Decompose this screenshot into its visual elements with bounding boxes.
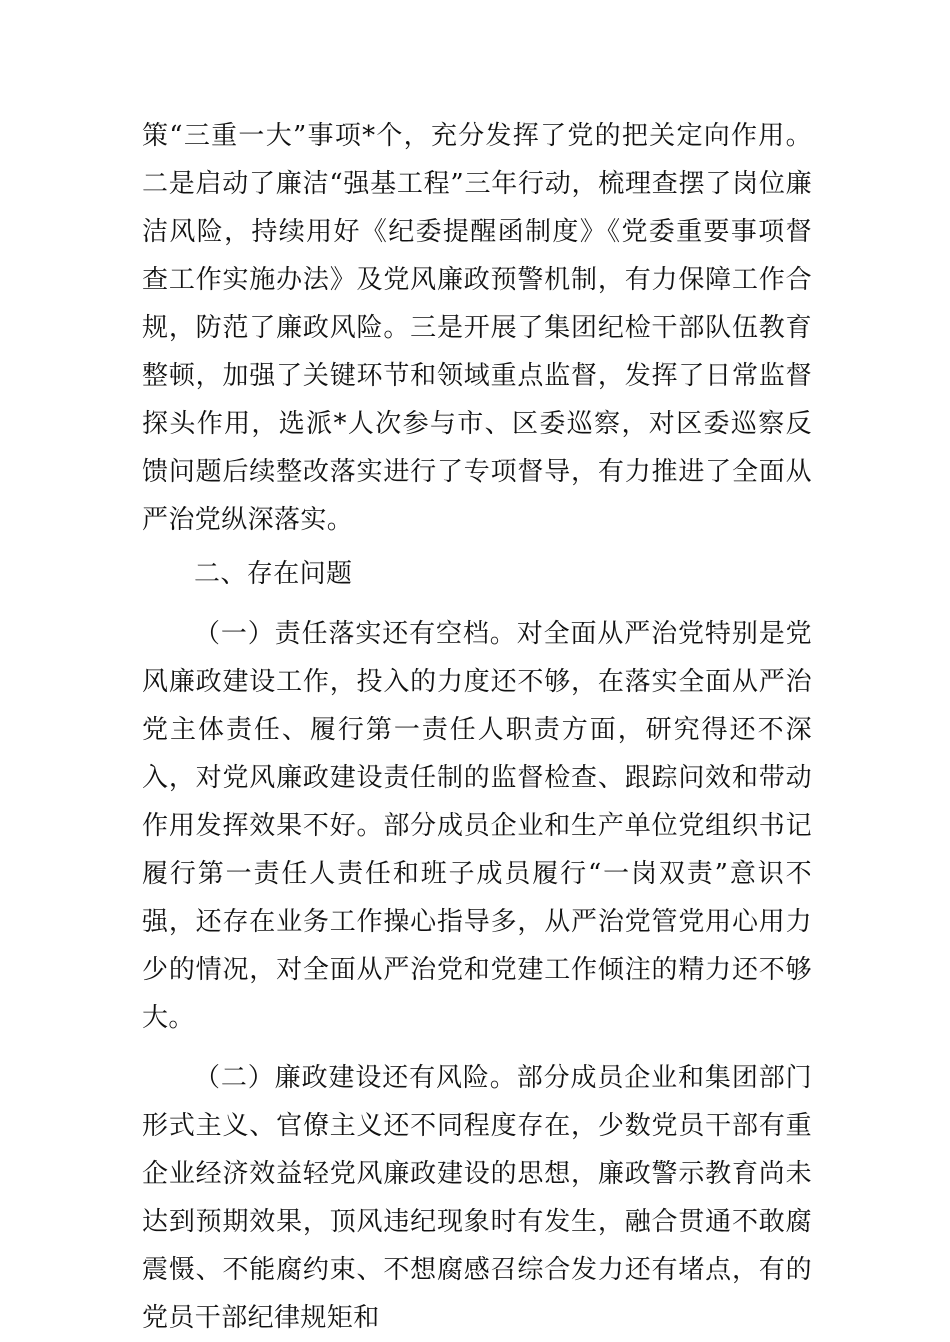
paragraph-issue-1: （一）责任落实还有空档。对全面从严治党特别是党风廉政建设工作，投入的力度还不够，在落实全面从严治党主体责任、履行第一责任人职责方面，研究得还不深入，对党风廉政建设责任制的监督检查、跟踪问效和带动作用发挥效果不好。部分成员企业和生产单位党组织书记履行第一责任人责任和班子成员履行“一岗双责”意识不强，还存在业务工作操心指导多，从严治党管党用心用力少的情况，对全面从严治党和党建工作倾注的精力还不够大。 — [142, 619, 812, 1033]
paragraph-continuation: 策“三重一大”事项*个，充分发挥了党的把关定向作用。二是启动了廉洁“强基工程”三年行动，梳理查摆了岗位廉洁风险，持续用好《纪委提醒函制度》《党委重要事项督查工作实施办法》及党风廉政预警机制，有力保障工作合规，防范了廉政风险。三是开展了集团纪检干部队伍教育整顿，加强了关键环节和领域重点监督，发挥了日常监督探头作用，选派*人次参与市、区委巡察，对区委巡察反馈问题后续整改落实进行了专项督导，有力推进了全面从严治党纵深落实。 — [142, 121, 812, 535]
section-heading: 二、存在问题 — [194, 559, 353, 589]
paragraph-issue-2: （二）廉政建设还有风险。部分成员企业和集团部门形式主义、官僚主义还不同程度存在，少数党员干部有重企业经济效益轻党风廉政建设的思想，廉政警示教育尚未达到预期效果，顶风违纪现象时有发生，融合贯通不敢腐震慑、不能腐约束、不想腐感召综合发力还有堵点，有的党员干部纪律规矩和 — [142, 1063, 812, 1333]
document-page — [142, 112, 812, 1342]
